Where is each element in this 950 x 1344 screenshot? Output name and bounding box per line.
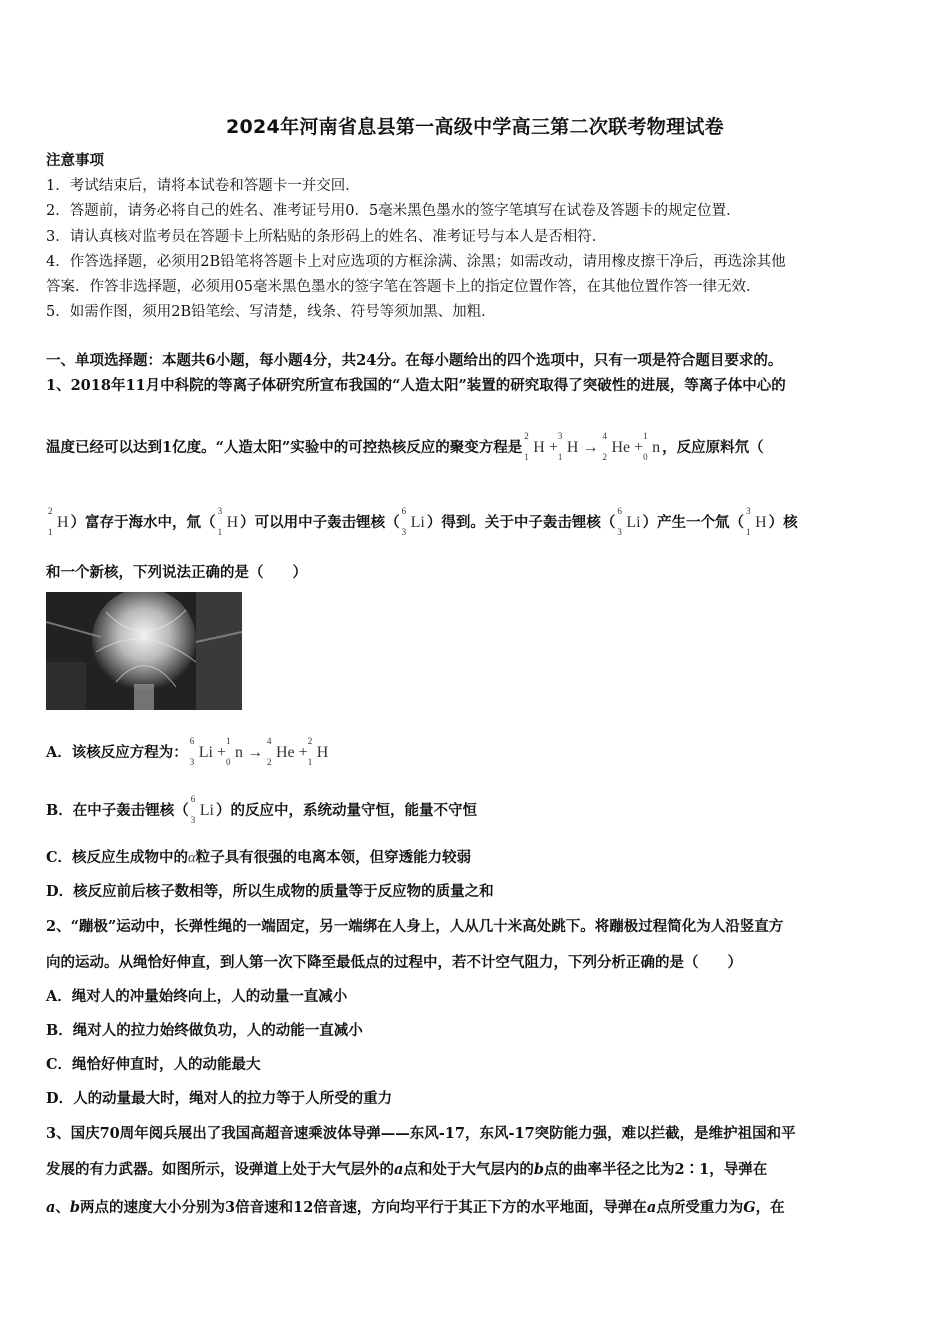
tritium-symbol: 3 1 H [217,506,239,537]
note-item: 答案．作答非选择题，必须用05毫米黑色墨水的签字笔在答题卡上的指定位置作答，在其他位置作答一律无效． [46,279,761,295]
q1-stem-line: 2 1 H ）富存于海水中，氚（ 3 1 H ）可以用中子轰击锂核（ 6 3 Li ）得到。关于中子轰击锂核（ 6 3 Li ）产生一个氚（ 3 1 H ）核 [48,506,798,537]
note-item: 2．答题前，请务必将自己的姓名、准考证号用0．5毫米黑色墨水的签字笔填写在试卷及答题卡的规定位置． [46,203,741,219]
artificial-sun-photo [46,592,242,710]
q2-stem-line: 向的运动。从绳恰好伸直，到人第一次下降至最低点的过程中，若不计空气阻力，下列分析正确的是（ ） [46,954,742,971]
note-item: 4．作答选择题，必须用2B铅笔将答题卡上对应选项的方框涂满、涂黑；如需改动，请用橡皮擦干净后，再选涂其他 [46,254,786,270]
tritium-symbol: 3 1 H [746,506,767,537]
notes-heading: 注意事项 [46,152,104,169]
q3-stem-line: 发展的有力武器。如图所示，设弹道上处于大气层外的a点和处于大气层内的b点的曲率半径之比为2∶1，导弹在 [46,1161,768,1178]
lithium-symbol: 6 3 Li [190,794,214,825]
fusion-equation: 2 1 H + 3 1 H → 4 2 He + 1 0 n [524,431,661,462]
var-b: b [533,1161,545,1178]
q1-stem-line [46,431,916,462]
var-g: G [743,1199,756,1216]
q3-stem-line: 3、国庆70周年阅兵展出了我国高超音速乘波体导弹——东风-17，东风-17突防能力强，难以拦截，是维护祖国和平 [46,1125,796,1142]
q1-option-b: B．在中子轰击锂核（ 6 3 Li ）的反应中，系统动量守恒，能量不守恒 [46,794,477,825]
q1-text: 温度已经可以达到1亿度。“人造太阳”实验中的可控热核反应的聚变方程是 [46,439,523,456]
q2-stem-line: 2、“蹦极”运动中，长弹性绳的一端固定，另一端绑在人身上，人从几十米高处跳下。将蹦极过程简化为人沿竖直方 [46,918,784,935]
q1-option-a: A．该核反应方程为： 6 3 Li + 1 0 n → 4 2 He + 2 1 H [46,736,329,767]
reaction-equation: 6 3 Li + 1 0 n → 4 2 He + 2 1 H [189,736,329,767]
q1-text: ，反应原料氘（ [662,439,764,456]
lithium-symbol: 6 3 Li [401,506,425,537]
var-a: a [646,1199,657,1216]
var-a: a [394,1161,404,1178]
var-b: b [69,1199,81,1216]
section-heading: 一、单项选择题：本题共6小题，每小题4分，共24分。在每小题给出的四个选项中，只有一项是符合题目要求的。 [46,352,783,369]
q2-option-c: C．绳恰好伸直时，人的动能最大 [46,1056,261,1073]
var-a: a [46,1199,56,1216]
q1-option-d: D．核反应前后核子数相等，所以生成物的质量等于反应物的质量之和 [46,883,494,900]
q1-stem-line: 1、2018年11月中科院的等离子体研究所宣布我国的“人造太阳”装置的研究取得了突破性的进展，等离子体中心的 [46,377,786,394]
q1-stem-line: 和一个新核，下列说法正确的是（ ） [46,564,307,581]
q1-option-c: C．核反应生成物中的α粒子具有很强的电离本领，但穿透能力较弱 [46,849,472,866]
alpha-symbol: α [188,850,196,866]
note-item: 1．考试结束后，请将本试卷和答题卡一并交回． [46,178,360,194]
q3-stem-line: a、b两点的速度大小分别为3倍音速和12倍音速，方向均平行于其正下方的水平地面，导弹在a点所受重力为G，在 [46,1199,785,1216]
q2-option-a: A．绳对人的冲量始终向上，人的动量一直减小 [46,988,348,1005]
note-item: 5．如需作图，须用2B铅笔绘、写清楚，线条、符号等须加黑、加粗． [46,304,496,320]
note-item: 3．请认真核对监考员在答题卡上所粘贴的条形码上的姓名、准考证号与本人是否相符． [46,229,607,245]
q2-option-b: B．绳对人的拉力始终做负功，人的动能一直减小 [46,1022,363,1039]
deuterium-symbol: 2 1 H [48,506,69,537]
q2-option-d: D．人的动量最大时，绳对人的拉力等于人所受的重力 [46,1090,393,1107]
lithium-symbol: 6 3 Li [617,506,641,537]
page-title: 2024年河南省息县第一高级中学高三第二次联考物理试卷 [226,116,724,138]
plasma-image-icon [46,592,242,710]
